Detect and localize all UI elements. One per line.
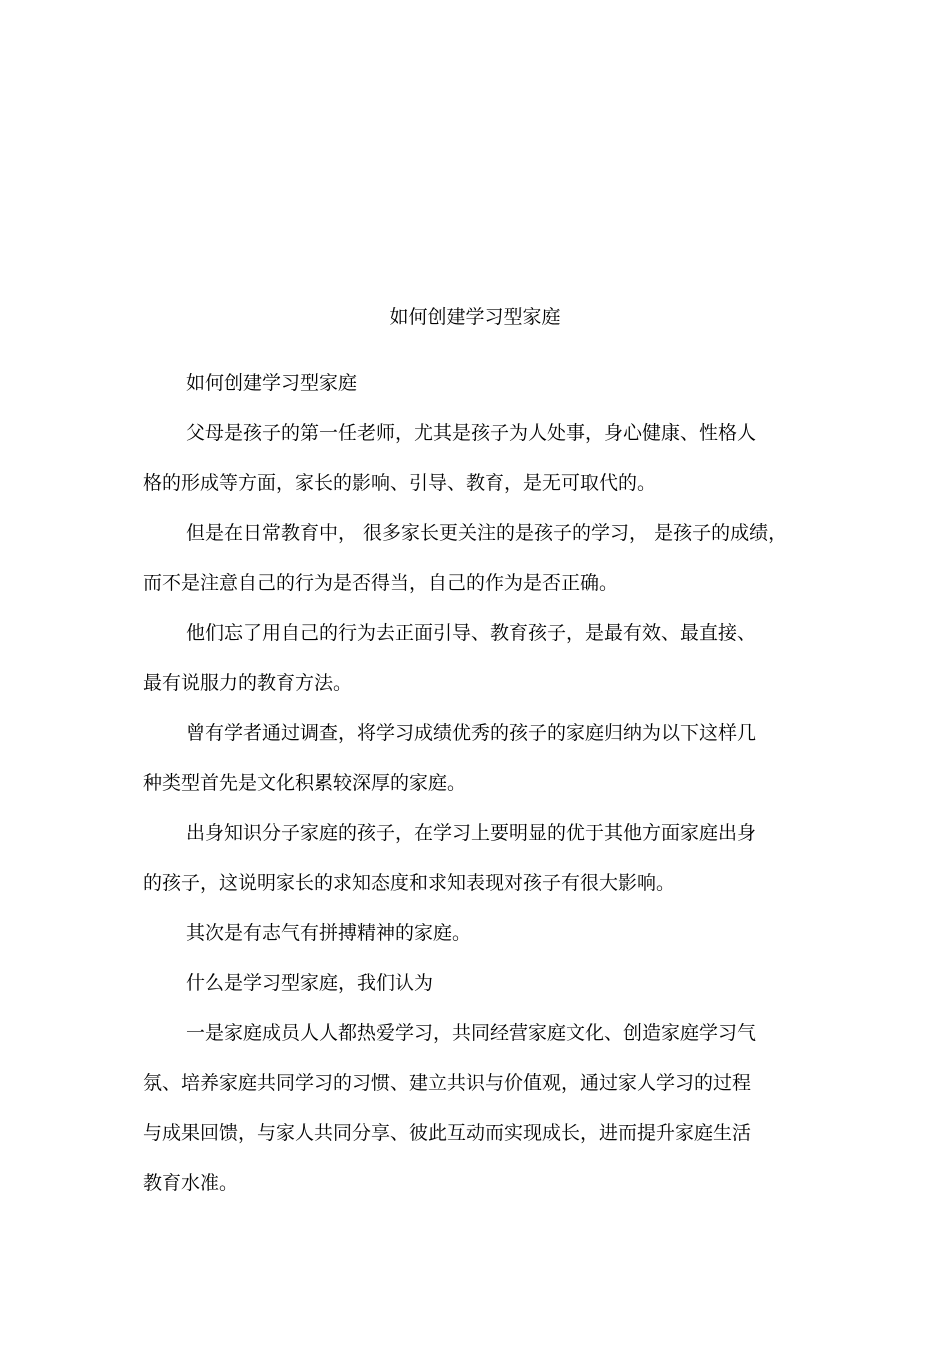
body-line: 而不是注意自己的行为是否得当，自己的作为是否正确。 (143, 572, 619, 594)
body-line: 与成果回馈，与家人共同分享、彼此互动而实现成长，进而提升家庭生活 (143, 1122, 752, 1144)
body-line: 格的形成等方面，家长的影响、引导、教育，是无可取代的。 (143, 472, 657, 494)
body-line: 其次是有志气有拼搏精神的家庭。 (186, 922, 472, 944)
body-line: 一是家庭成员人人都热爱学习，共同经营家庭文化、创造家庭学习气 (186, 1022, 757, 1044)
document-title: 如何创建学习型家庭 (389, 306, 561, 328)
body-line: 他们忘了用自己的行为去正面引导、教育孩子，是最有效、最直接、 (186, 622, 757, 644)
body-line: 种类型首先是文化积累较深厚的家庭。 (143, 772, 467, 794)
body-line: 最有说服力的教育方法。 (143, 672, 353, 694)
body-line: 的孩子，这说明家长的求知态度和求知表现对孩子有很大影响。 (143, 872, 676, 894)
body-line: 氛、培养家庭共同学习的习惯、建立共识与价值观，通过家人学习的过程 (143, 1072, 752, 1094)
body-line: 但是在日常教育中， 很多家长更关注的是孩子的学习， 是孩子的成绩， (186, 522, 788, 544)
body-line: 什么是学习型家庭，我们认为 (186, 972, 434, 994)
body-line: 出身知识分子家庭的孩子，在学习上要明显的优于其他方面家庭出身 (186, 822, 757, 844)
body-line: 如何创建学习型家庭 (186, 372, 358, 394)
body-line: 曾有学者通过调查，将学习成绩优秀的孩子的家庭归纳为以下这样几 (186, 722, 757, 744)
body-line: 教育水准。 (143, 1172, 239, 1194)
body-line: 父母是孩子的第一任老师，尤其是孩子为人处事，身心健康、性格人 (186, 422, 757, 444)
